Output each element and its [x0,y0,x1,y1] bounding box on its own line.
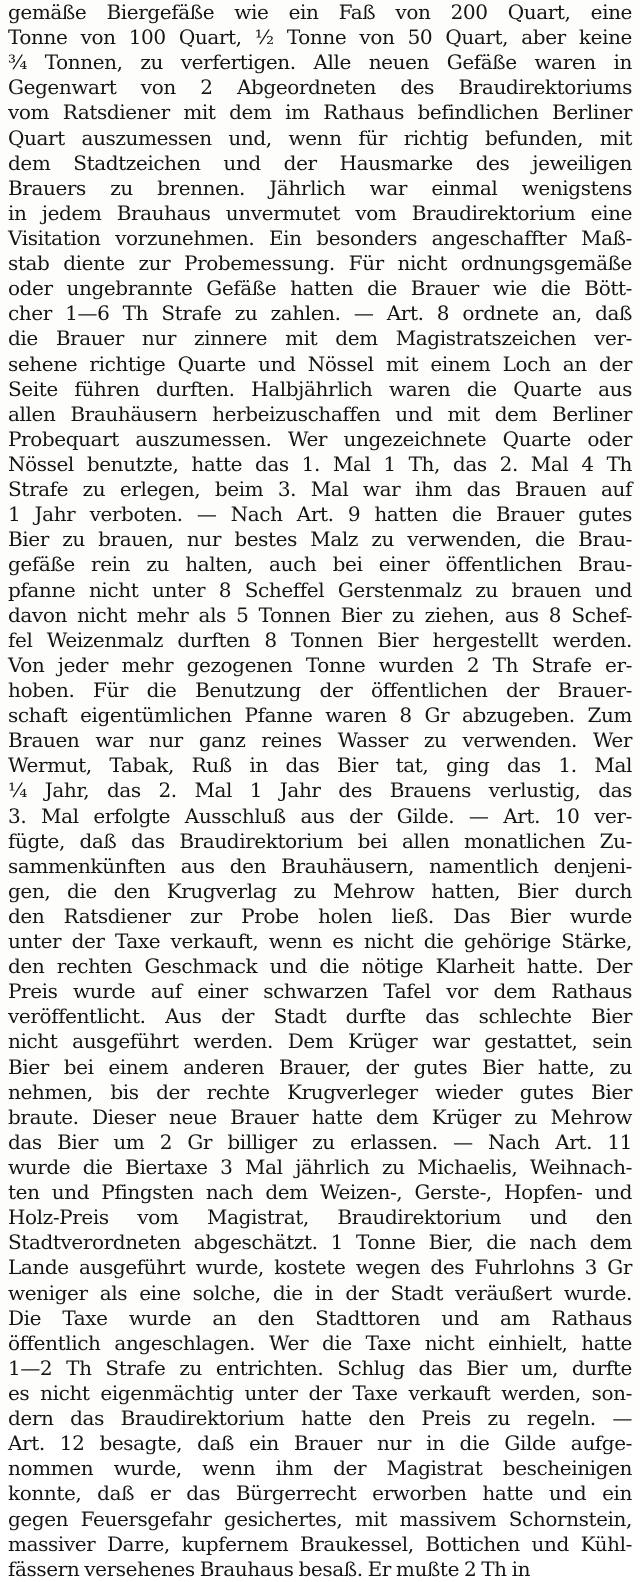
text-line: oder ungebrannte Gefäße hatten die Brauer wie die Bött- [8,276,632,301]
text-line: wurde die Biertaxe 3 Mal jährlich zu Michaelis, Weihnach- [8,1155,632,1180]
text-line: den Ratsdiener zur Probe holen ließ. Das Bier wurde [8,903,632,928]
text-line: gegen Feuersgefahr gesichertes, mit massivem Schornstein, [8,1506,632,1531]
text-line: allen Brauhäusern herbeizuschaffen und mit dem Berliner [8,401,632,426]
text-line: schaft eigentümlichen Pfanne waren 8 Gr abzugeben. Zum [8,703,632,728]
text-line: in jedem Brauhaus unvermutet vom Braudirektorium eine [8,200,632,225]
text-line: fel Weizenmalz durften 8 Tonnen Bier hergestellt werden. [8,627,632,652]
text-line: öffentlich angeschlagen. Wer die Taxe nicht einhielt, hatte [8,1330,632,1355]
text-line: Seite führen durften. Halbjährlich waren die Quarte aus [8,376,632,401]
text-line: stab diente zur Probemessung. Für nicht ordnungsgemäße [8,251,632,276]
text-line: ¼ Jahr, das 2. Mal 1 Jahr des Brauens verlustig, das [8,778,632,803]
text-line: Lande ausgeführt wurde, kostete wegen des Fuhrlohns 3 Gr [8,1255,632,1280]
text-line: Holz-Preis vom Magistrat, Braudirektorium und den [8,1205,632,1230]
text-line: sammenkünften aus den Brauhäusern, namentlich denjeni- [8,853,632,878]
text-line: konnte, daß er das Bürgerrecht erworben hatte und ein [8,1481,632,1506]
text-line: ten und Pfingsten nach dem Weizen-, Gerste-, Hopfen- und [8,1180,632,1205]
text-line: braute. Dieser neue Brauer hatte dem Krüger zu Mehrow [8,1104,632,1129]
text-line: cher 1—6 Th Strafe zu zahlen. — Art. 8 ordnete an, daß [8,301,632,326]
text-line: gefäße rein zu halten, auch bei einer öffentlichen Brau- [8,552,632,577]
text-line: Strafe zu erlegen, beim 3. Mal war ihm das Brauen auf [8,477,632,502]
text-line: das Bier um 2 Gr billiger zu erlassen. — Nach Art. 11 [8,1129,632,1154]
text-line: den rechten Geschmack und die nötige Klarheit hatte. Der [8,954,632,979]
text-line: veröffentlicht. Aus der Stadt durfte das schlechte Bier [8,1004,632,1029]
text-line: Stadtverordneten abgeschätzt. 1 Tonne Bier, die nach dem [8,1230,632,1255]
text-line: Wermut, Tabak, Ruß in das Bier tat, ging das 1. Mal [8,753,632,778]
text-line: davon nicht mehr als 5 Tonnen Bier zu ziehen, aus 8 Schef- [8,602,632,627]
text-line: unter der Taxe verkauft, wenn es nicht die gehörige Stärke, [8,929,632,954]
text-line: Brauers zu brennen. Jährlich war einmal wenigstens [8,175,632,200]
text-line: dem Stadtzeichen und der Hausmarke des jeweiligen [8,150,632,175]
text-line: Bier zu brauen, nur bestes Malz zu verwenden, die Brau- [8,527,632,552]
text-column [8,0,632,1582]
text-line: die Brauer nur zinnere mit dem Magistratszeichen ver- [8,326,632,351]
text-line: nicht ausgeführt werden. Dem Krüger war gestattet, sein [8,1029,632,1054]
text-line: 1 Jahr verboten. — Nach Art. 9 hatten die Brauer gutes [8,502,632,527]
text-line: Von jeder mehr gezogenen Tonne wurden 2 Th Strafe er- [8,652,632,677]
text-line: Tonne von 100 Quart, ½ Tonne von 50 Quart, aber keine [8,25,632,50]
text-line: weniger als eine solche, die in der Stadt veräußert wurde. [8,1280,632,1305]
text-line: Visitation vorzunehmen. Ein besonders angeschaffter Maß- [8,225,632,250]
text-line: pfanne nicht unter 8 Scheffel Gerstenmalz zu brauen und [8,577,632,602]
text-line: nehmen, bis der rechte Krugverleger wieder gutes Bier [8,1079,632,1104]
text-line: Bier bei einem anderen Brauer, der gutes Bier hatte, zu [8,1054,632,1079]
text-line: nommen wurde, wenn ihm der Magistrat bescheinigen [8,1456,632,1481]
text-line: 3. Mal erfolgte Ausschluß aus der Gilde. — Art. 10 ver- [8,803,632,828]
text-line: Nössel benutzte, hatte das 1. Mal 1 Th, das 2. Mal 4 Th [8,451,632,476]
text-line: gen, die den Krugverlag zu Mehrow hatten, Bier durch [8,878,632,903]
text-line: fässern versehenes Brauhaus besaß. Er mußte 2 Th in [8,1556,531,1581]
text-line: fügte, daß das Braudirektorium bei allen monatlichen Zu- [8,828,632,853]
text-line: vom Ratsdiener mit dem im Rathaus befindlichen Berliner [8,100,632,125]
text-line: Art. 12 besagte, daß ein Brauer nur in die Gilde aufge- [8,1431,632,1456]
text-line: gemäße Biergefäße wie ein Faß von 200 Quart, eine [8,0,632,24]
text-line: ¾ Tonnen, zu verfertigen. Alle neuen Gefäße waren in [8,50,632,75]
text-line: Brauen war nur ganz reines Wasser zu verwenden. Wer [8,728,632,753]
text-line: Gegenwart von 2 Abgeordneten des Braudirektoriums [8,75,632,100]
text-line: Die Taxe wurde an den Stadttoren und am Rathaus [8,1305,632,1330]
text-line: sehene richtige Quarte und Nössel mit einem Loch an der [8,351,632,376]
text-line: massiver Darre, kupfernem Braukessel, Bottichen und Kühl- [8,1531,632,1556]
text-line: hoben. Für die Benutzung der öffentlichen der Brauer- [8,677,632,702]
text-line: Probequart auszumessen. Wer ungezeichnete Quarte oder [8,426,632,451]
text-line: es nicht eigenmächtig unter der Taxe verkauft werden, son- [8,1381,632,1406]
text-line: Quart auszumessen und, wenn für richtig befunden, mit [8,125,632,150]
text-line: Preis wurde auf einer schwarzen Tafel vor dem Rathaus [8,979,632,1004]
text-line: 1—2 Th Strafe zu entrichten. Schlug das Bier um, durfte [8,1355,632,1380]
text-line: dern das Braudirektorium hatte den Preis zu regeln. — [8,1406,632,1431]
